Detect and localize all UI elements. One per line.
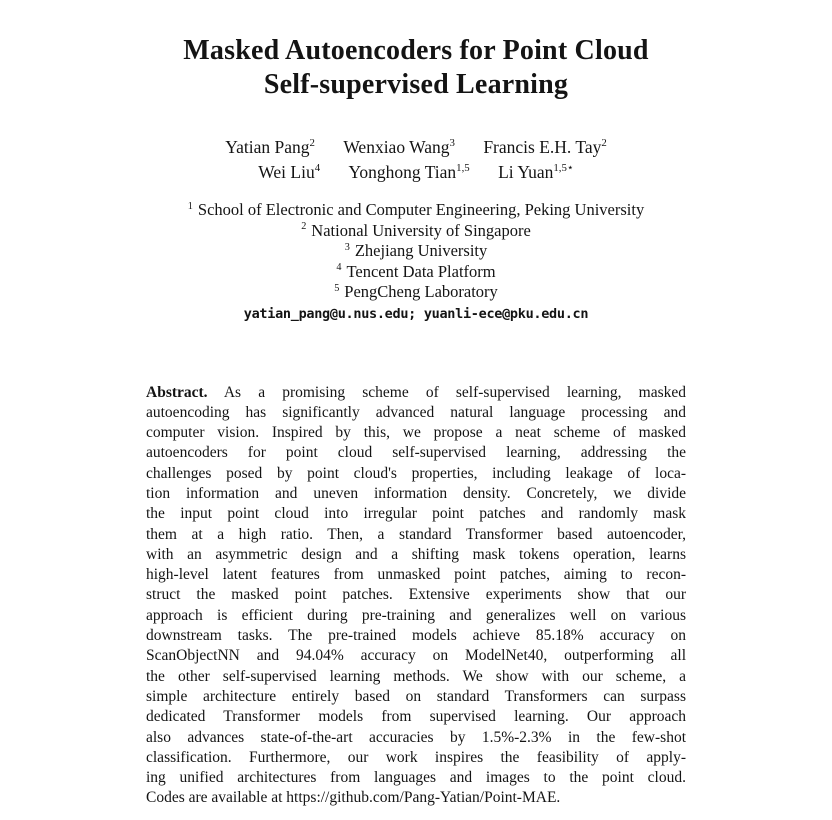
paper-title-line1: Masked Autoencoders for Point Cloud (183, 35, 649, 66)
affiliation (0, 241, 832, 262)
affiliation-text: Tencent Data Platform (346, 261, 496, 281)
abstract-line: autoencoding has significantly advanced natural language processing and (146, 403, 686, 421)
affiliation-number: 3 (344, 241, 350, 253)
affiliation-number: 1 (187, 200, 193, 212)
affiliation (0, 221, 832, 242)
affiliation-text: Zhejiang University (354, 241, 488, 260)
affiliation-number: 4 (336, 262, 342, 273)
author-name: Li Yuan (498, 162, 554, 182)
author (258, 162, 320, 182)
abstract-line: downstream tasks. The pre-trained models achieve 85.18% accuracy on (146, 627, 686, 645)
abstract-line: approach is efficient during pre-training and generalizes well on various (146, 606, 686, 624)
author (225, 137, 315, 157)
author-affil-sup: 2 (601, 137, 607, 150)
affiliation-text: School of Electronic and Computer Engineering, Peking University (197, 200, 645, 219)
author-name: Wei Liu (258, 162, 315, 182)
abstract-line: classification. Furthermore, our work inspires the feasibility of apply- (146, 748, 686, 766)
affiliation (0, 282, 832, 303)
abstract-line: them at a high ratio. Then, a standard Transformer based autoencoder, (146, 525, 686, 543)
author (349, 162, 470, 182)
author (498, 162, 574, 182)
github-link[interactable]: https://github.com/Pang-Yatian/Point-MAE (286, 789, 557, 807)
abstract-line: dedicated Transformer models from supervised learning. Our approach (146, 708, 686, 726)
affiliation-number: 5 (334, 282, 340, 294)
abstract-line: the other self-supervised learning methods. We show with our scheme, a (146, 667, 686, 685)
abstract-line-text: As a promising scheme of self-supervised learning, masked (223, 383, 686, 401)
affiliation-list (0, 200, 832, 324)
abstract-line-text: Codes are available at (146, 789, 287, 807)
abstract-line-text: . (556, 789, 561, 807)
author-affil-sup: 3 (449, 137, 455, 150)
abstract-line: challenges posed by point cloud's properties, including leakage of loca- (146, 464, 686, 482)
paper-title-line2: Self-supervised Learning (263, 69, 569, 100)
author-name: Wenxiao Wang (343, 137, 450, 157)
abstract-line (146, 788, 686, 808)
author (483, 137, 606, 157)
abstract-label: Abstract. (146, 383, 208, 401)
abstract-line: the input point cloud into irregular point patches and randomly mask (146, 505, 686, 523)
abstract-line (146, 383, 686, 403)
contact-emails: yatian_pang@u.nus.edu; yuanli-ece@pku.edu.cn (243, 305, 589, 322)
abstract-line: also advances state-of-the-art accuracies by 1.5%-2.3% in the few-shot (146, 728, 686, 746)
author (343, 137, 455, 157)
author-list (0, 135, 832, 185)
author-affil-sup: 4 (314, 162, 321, 175)
abstract-line: high-level latent features from unmasked point patches, aiming to recon- (146, 566, 686, 584)
abstract-line: struct the masked point patches. Extensive experiments show that our (146, 586, 686, 604)
abstract-line: tion information and uneven information density. Concretely, we divide (146, 484, 686, 502)
affiliation-text: PengCheng Laboratory (344, 282, 498, 301)
paper-title (0, 34, 832, 102)
author-row (0, 160, 832, 185)
author-name: Yonghong Tian (348, 162, 457, 182)
author-row (0, 135, 832, 160)
affiliation-number: 2 (301, 221, 307, 232)
affiliation (0, 200, 832, 221)
author-name: Francis E.H. Tay (483, 137, 602, 157)
author-affil-sup: 1,5⋆ (553, 162, 574, 175)
abstract-line: simple architecture entirely based on standard Transformers can surpass (146, 687, 686, 705)
author-affil-sup: 2 (309, 137, 315, 150)
abstract (146, 383, 686, 809)
affiliation-text: National University of Singapore (311, 220, 531, 240)
author-affil-sup: 1,5 (456, 162, 470, 175)
abstract-line: ing unified architectures from languages and images to the point cloud. (146, 769, 686, 787)
abstract-line: ScanObjectNN and 94.04% accuracy on ModelNet40, outperforming all (146, 647, 686, 665)
abstract-line: computer vision. Inspired by this, we propose a neat scheme of masked (146, 424, 686, 442)
abstract-line: autoencoders for point cloud self-supervised learning, addressing the (146, 444, 686, 462)
abstract-line: with an asymmetric design and a shifting mask tokens operation, learns (146, 545, 686, 563)
affiliation (0, 262, 832, 283)
author-name: Yatian Pang (225, 137, 310, 157)
